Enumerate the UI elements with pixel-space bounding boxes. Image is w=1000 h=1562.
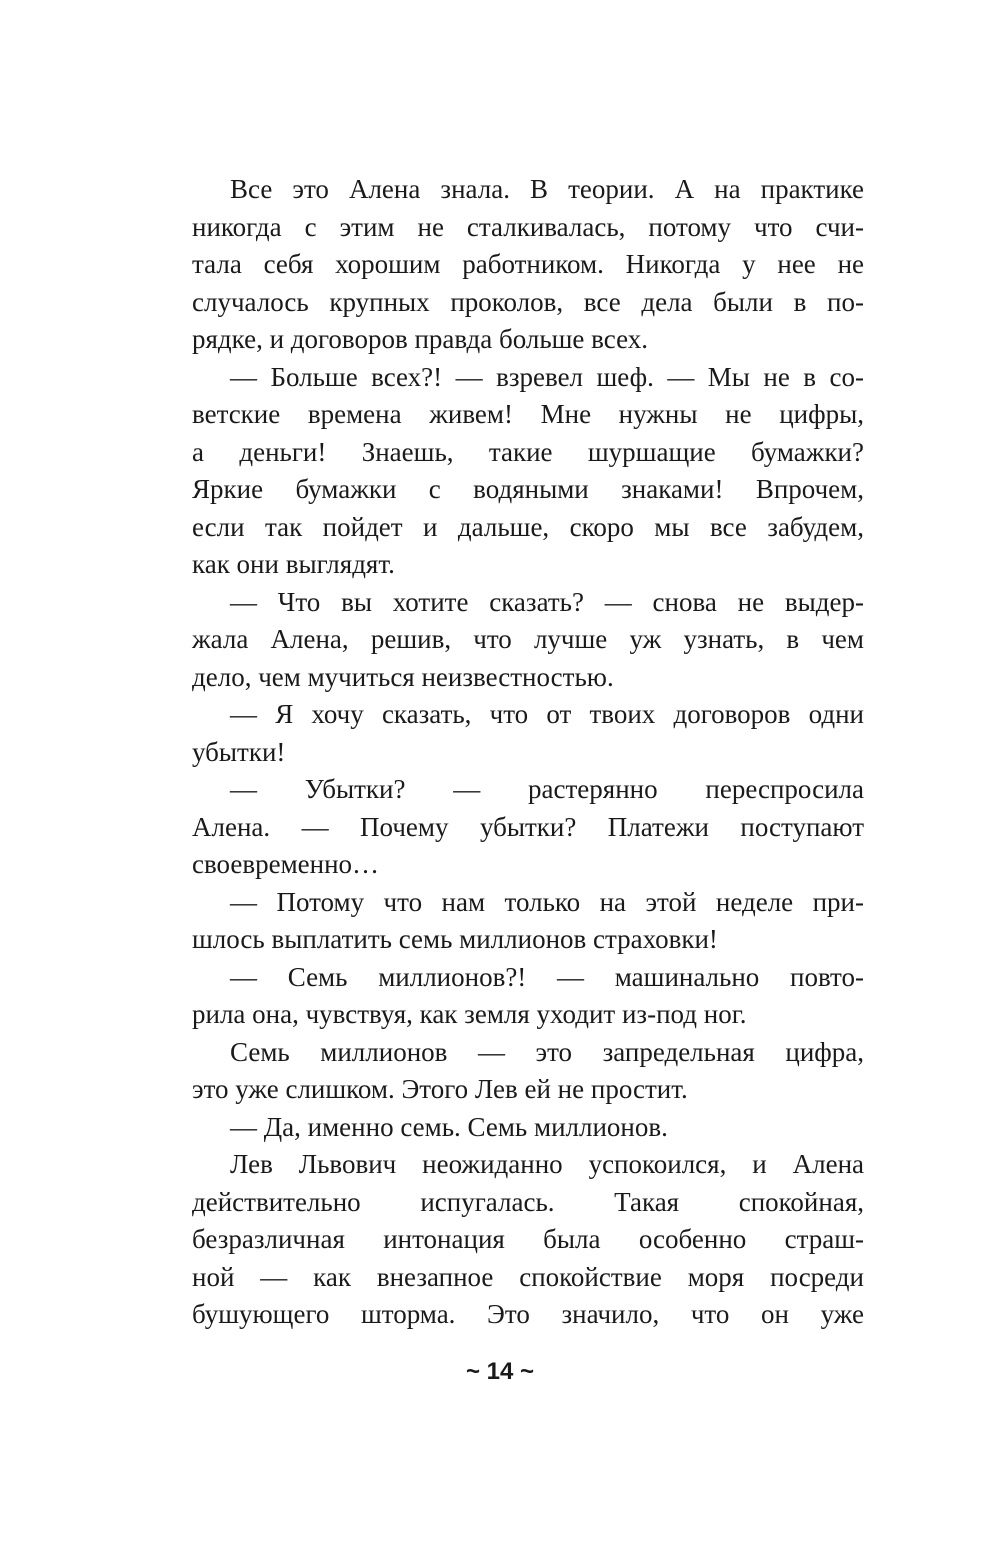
text-line: действительно испугалась. Такая спокойная, (192, 1186, 864, 1217)
text-line: рила она, чувствуя, как земля уходит из-под ног. (192, 999, 747, 1029)
text-line: Семь миллионов — это запредельная цифра, (230, 1036, 864, 1067)
text-line: шлось выплатить семь миллионов страховки! (192, 924, 718, 954)
body-text (192, 171, 864, 1334)
text-line: никогда с этим не сталкивалась, потому что счи- (192, 211, 864, 242)
text-line: если так пойдет и дальше, скоро мы все забудем, (192, 511, 864, 542)
text-line: ной — как внезапное спокойствие моря посреди (192, 1261, 864, 1292)
text-line: — Больше всех?! — взревел шеф. — Мы не в со- (230, 361, 864, 392)
text-line: а деньги! Знаешь, такие шуршащие бумажки? (192, 436, 864, 467)
text-line: случалось крупных проколов, все дела были в по- (192, 286, 864, 317)
text-line: это уже слишком. Этого Лев ей не простит. (192, 1074, 688, 1104)
text-line: убытки! (192, 736, 286, 767)
text-line: — Что вы хотите сказать? — снова не выдер- (230, 586, 864, 617)
text-line: — Семь миллионов?! — машинально повто- (230, 961, 864, 992)
text-line: Яркие бумажки с водяными знаками! Впрочем, (192, 474, 864, 504)
text-line: — Потому что нам только на этой неделе при- (230, 886, 864, 917)
text-line: Все это Алена знала. В теории. А на практике (230, 174, 864, 204)
text-line: — Убытки? — растерянно переспросила (230, 774, 864, 804)
text-line: Лев Львович неожиданно успокоился, и Алена (230, 1149, 864, 1179)
text-line: — Да, именно семь. Семь миллионов. (230, 1111, 668, 1142)
page-number: ~ 14 ~ (465, 1358, 535, 1385)
text-line: — Я хочу сказать, что от твоих договоров одни (230, 699, 864, 729)
text-line: бушующего шторма. Это значило, что он уже (192, 1299, 864, 1329)
text-line: тала себя хорошим работником. Никогда у нее не (192, 249, 864, 279)
text-line: дело, чем мучиться неизвестностью. (192, 661, 614, 692)
text-line: безразличная интонация была особенно страш- (192, 1224, 864, 1254)
text-line: жала Алена, решив, что лучше уж узнать, в чем (192, 624, 864, 654)
text-line: рядке, и договоров правда больше всех. (192, 324, 648, 354)
text-line: ветские времена живем! Мне нужны не цифры, (192, 399, 864, 429)
text-line: своевременно… (192, 849, 380, 879)
text-line: как они выглядят. (192, 549, 395, 579)
text-line: Алена. — Почему убытки? Платежи поступают (192, 811, 864, 842)
